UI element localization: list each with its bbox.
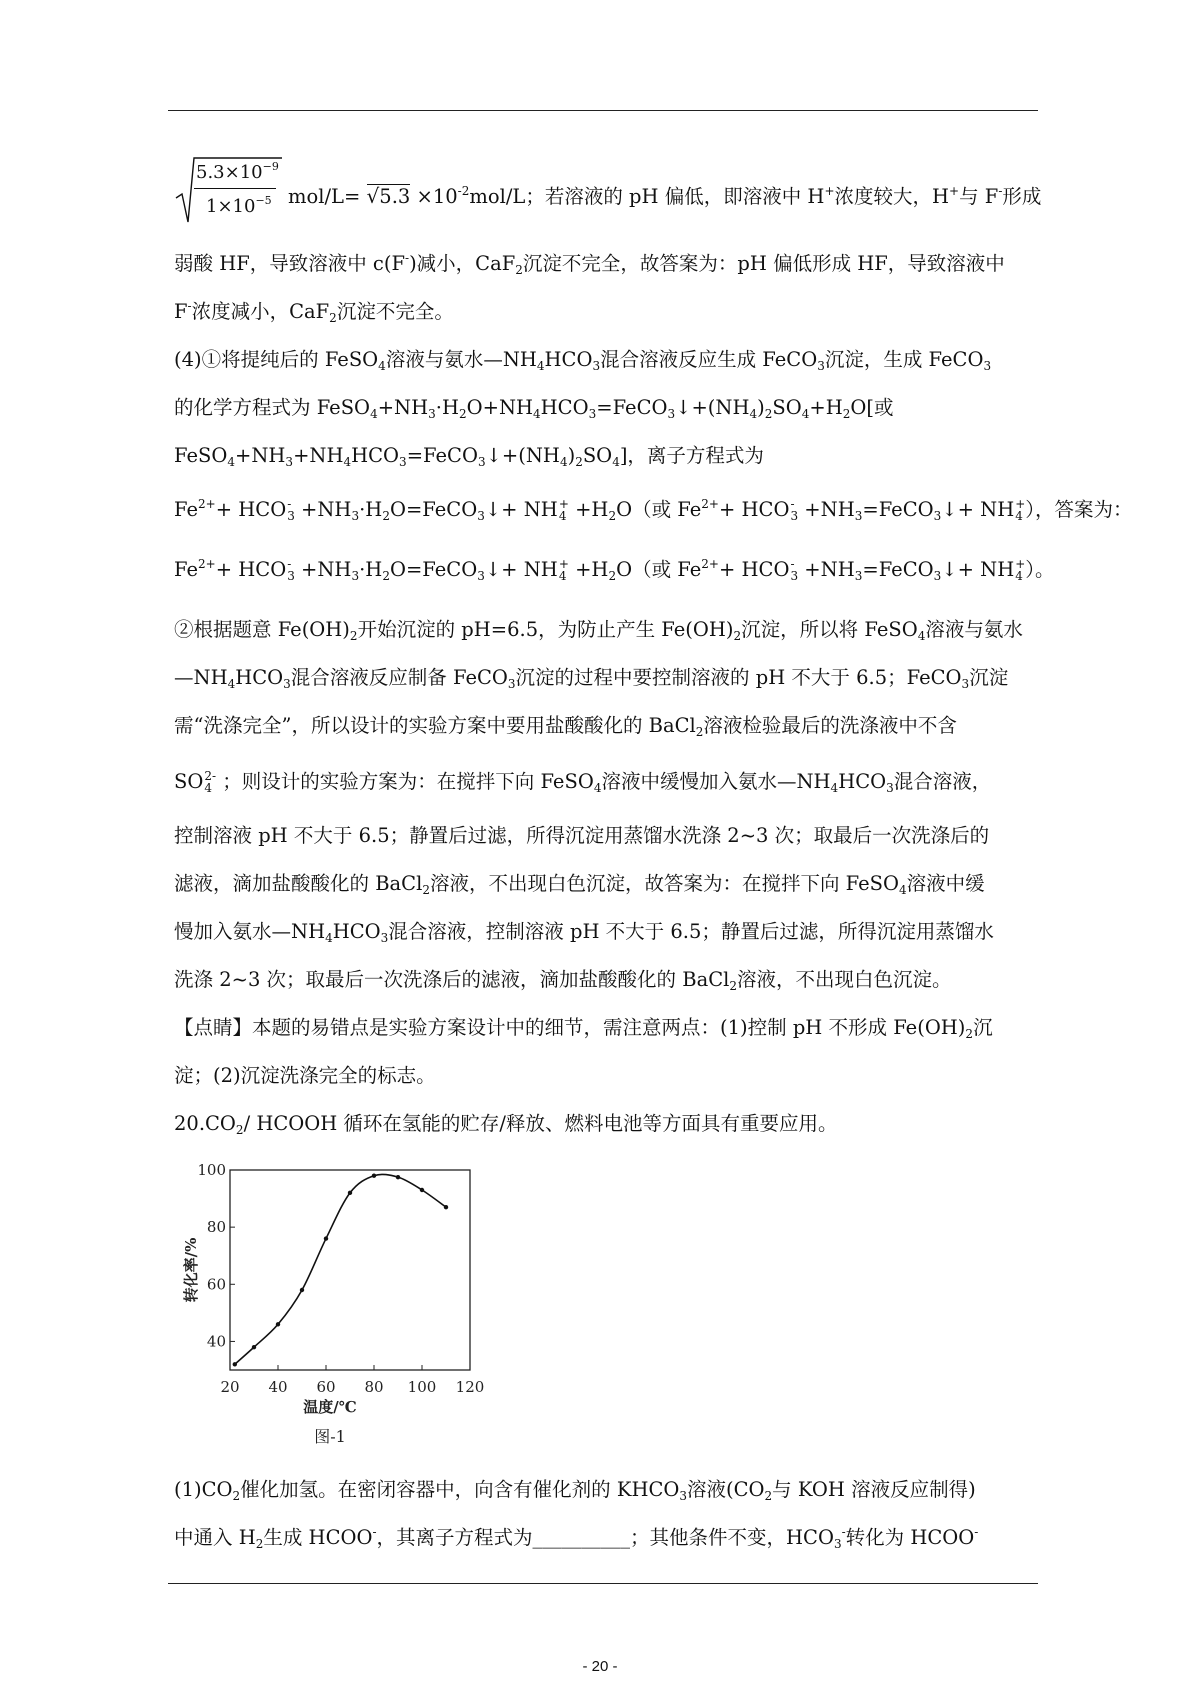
y-axis-label: 转化率/% [182,1237,200,1303]
page-number: - 20 - [582,1658,618,1675]
x-axis-label: 温度/℃ [303,1398,357,1416]
data-point [276,1322,280,1326]
data-point [420,1188,424,1192]
bottom-rule [168,1583,1038,1584]
plot-frame [230,1170,470,1370]
ammonium-ion: NH + 4 [980,497,1026,523]
x-tick-label: 60 [316,1378,336,1396]
data-point [348,1191,352,1195]
data-point [324,1236,328,1240]
series-line [235,1174,446,1364]
bicarbonate-ion: HCO - 3 [238,497,295,523]
y-tick-label: 100 [197,1161,226,1179]
text-line-20: $(1)CO_2$催化加氢。在密闭容器中，向含有催化剂的 $KHCO_3$溶液($CO_2$与 KOH 溶液反应制得) [174,1478,976,1503]
data-point [300,1288,304,1292]
bicarbonate-ion: HCO - 3 [238,557,295,583]
y-tick-label: 80 [206,1218,226,1237]
text-line-16: 洗涤 2~3 次；取最后一次洗涤后的滤液，滴加盐酸酸化的 BaCl$_2$溶液，不出现白色沉淀。 [174,968,952,993]
data-point [233,1362,237,1366]
fraction-numerator: $5.3\times 10^{-9}$ [196,160,279,183]
x-tick-label: 20 [220,1378,240,1396]
text-line-2: 弱酸 HF，导致溶液中 c(F-)减小，CaF$_2$沉淀不完全，故答案为：pH 偏低形成 HF，导致溶液中 [174,251,1005,277]
top-rule [168,110,1038,111]
text-line-18: 淀；(2)沉淀洗涤完全的标志。 [174,1064,436,1087]
figure-caption: 图-1 [314,1427,346,1446]
ammonium-ion: NH + 4 [980,557,1026,583]
text-line-10: $—NH_4HCO_3$混合溶液反应制备 FeCO$_3$沉淀的过程中要控制溶液的 pH 不大于 6.5；FeCO$_3$沉淀 [174,666,1009,691]
fraction-bar [194,188,276,189]
ionic-equation-2: $Fe^{2+}+$ HCO - 3 $+NH_3\cdot H_2O=FeCO_3↓+$ NH + 4 $+H_2O$（或 $Fe^{2+}+$ HCO - 3 $+NH_3=FeCO_3↓+$ NH + 4 ）。 [174,557,1055,583]
bicarbonate-ion: HCO - 3 [741,497,799,523]
x-tick-label: 40 [268,1378,288,1396]
text-line-17: 【点睛】本题的易错点是实验方案设计中的细节，需注意两点：(1)控制 pH 不形成 $Fe(OH)_2$沉 [174,1016,993,1041]
text-line-13: 控制溶液 pH 不大于 6.5；静置后过滤，所得沉淀用蒸馏水洗涤 2~3 次；取最后一次洗涤后的 [174,824,990,847]
y-tick-label: 40 [206,1332,226,1351]
text-line-6: $FeSO_4+NH_3+NH_4HCO_3=FeCO_3↓+(NH_4)_2SO_4$]，离子方程式为 [174,444,764,469]
ammonium-ion: NH + 4 [523,497,569,523]
conversion-rate-chart [180,1150,520,1450]
data-point [396,1175,400,1179]
bicarbonate-ion: HCO - 3 [741,557,799,583]
x-tick-label: 120 [455,1378,485,1396]
text-line-1: $mol/L= √5.3 \times 10^{-2}mol/L$；若溶液的 pH 偏低，即溶液中 H+浓度较大，H+与 F-形成 [288,184,1042,208]
text-line-21: 中通入 $H_2$生成 HCOO-，其离子方程式为__________；其他条件不变，$HCO_3^-$转化为 HCOO- [174,1525,979,1551]
sqrt-fraction [174,154,284,226]
x-tick-label: 80 [364,1378,384,1396]
sulfate-ion: SO 2- 4 [174,769,217,795]
text-line-3: F-浓度减小，CaF$_2$沉淀不完全。 [174,299,454,325]
x-tick-label: 100 [407,1378,437,1396]
data-point [372,1174,376,1178]
ionic-equation-1: $Fe^{2+}+$ HCO - 3 $+NH_3\cdot H_2O=FeCO_3↓+$ NH + 4 $+H_2O$（或 $Fe^{2+}+$ HCO - 3 $+NH_3=FeCO_3↓+$ NH + 4 ），答案为： [174,497,1133,523]
text-line-11: 需“洗涤完全”，所以设计的实验方案中要用盐酸酸化的 BaCl$_2$溶液检验最后的洗涤液中不含 [174,714,957,739]
data-point [444,1205,448,1209]
data-point [252,1345,256,1349]
text-line-15: 慢加入氨水$—NH_4HCO_3$混合溶液，控制溶液 pH 不大于 6.5；静置后过滤，所得沉淀用蒸馏水 [174,920,994,945]
text-line-9: ②根据题意 $Fe(OH)_2$开始沉淀的 pH=6.5，为防止产生 $Fe(OH)_2$沉淀，所以将 FeSO$_4$溶液与氨水 [174,618,1023,643]
text-line-14: 滤液，滴加盐酸酸化的 BaCl$_2$溶液，不出现白色沉淀，故答案为：在搅拌下向 FeSO$_4$溶液中缓 [174,872,985,897]
ammonium-ion: NH + 4 [523,557,569,583]
text-line-12: SO 2- 4 ；则设计的实验方案为：在搅拌下向 FeSO$_4$溶液中缓慢加入氨水$—NH_4HCO_3$混合溶液， [174,769,992,795]
text-line-5: 的化学方程式为 $FeSO_4+NH_3\cdot H_2O+NH_4HCO_3=FeCO_3↓+(NH_4)_2SO_4+H_2O$[或 [174,396,894,421]
fraction-denominator: $1\times 10^{-5}$ [206,194,272,217]
y-tick-label: 60 [206,1275,226,1294]
question-20-title: $20.CO_2/$ HCOOH 循环在氢能的贮存/释放、燃料电池等方面具有重要应用。 [174,1112,838,1137]
text-line-4: (4)①将提纯后的 FeSO$_4$溶液与氨水$—NH_4HCO_3$混合溶液反应生成 FeCO$_3$沉淀，生成 FeCO$_3$ [174,348,992,373]
